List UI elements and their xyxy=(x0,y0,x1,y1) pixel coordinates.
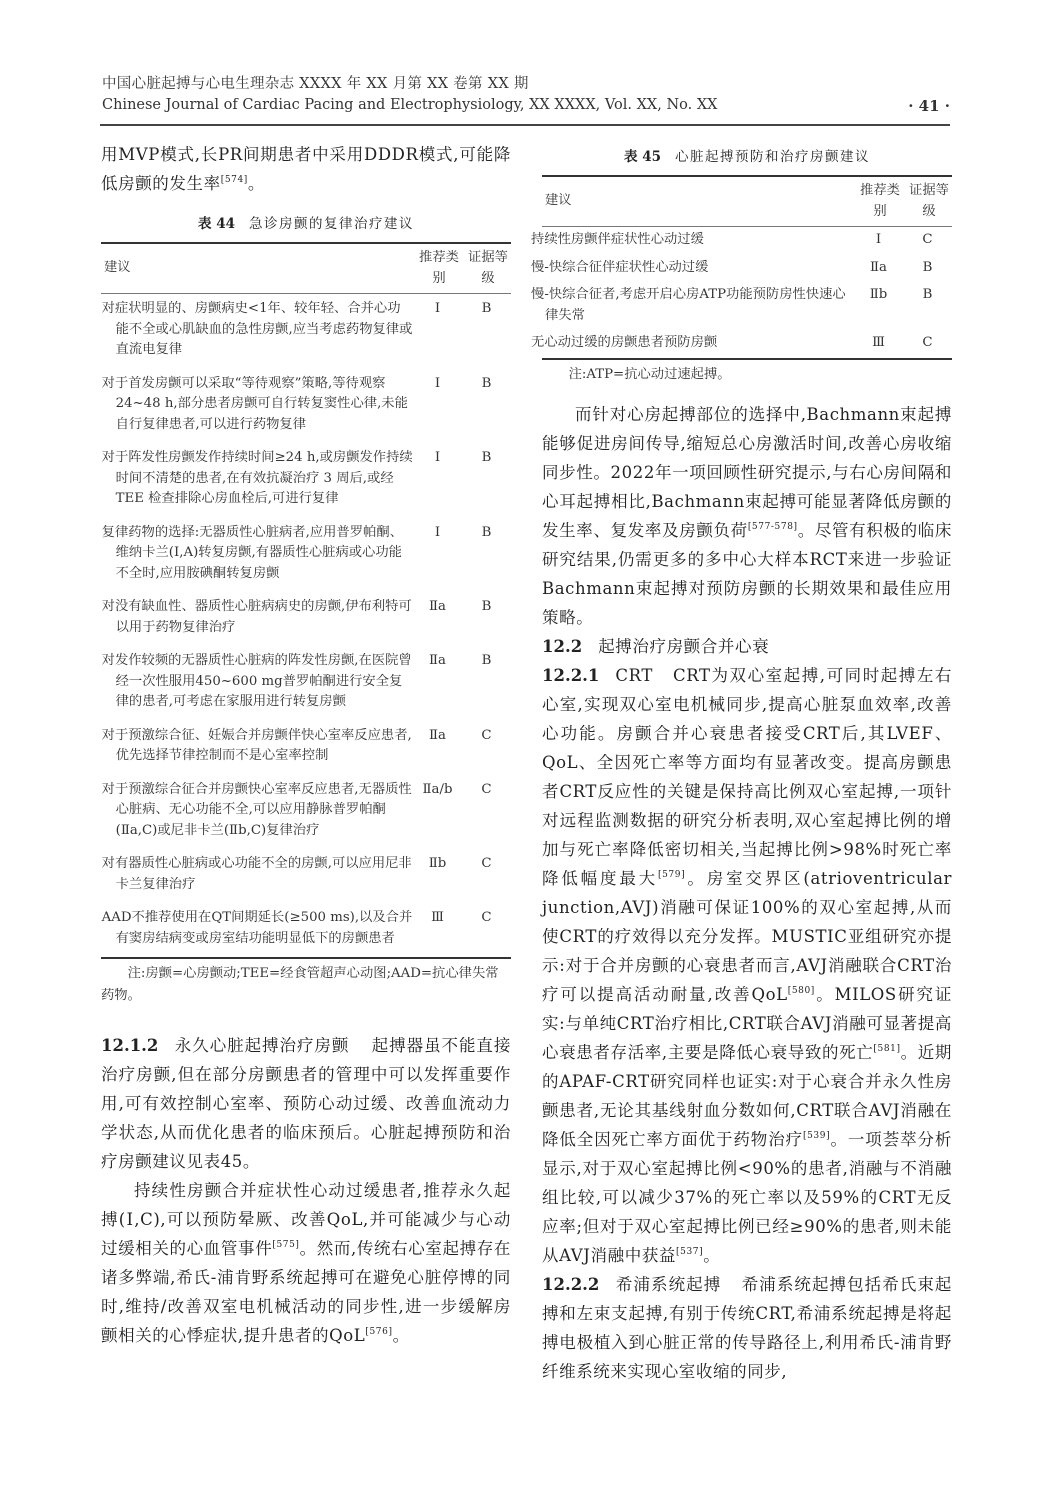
intro-text: 用MVP模式,长PR间期患者中采用DDDR模式,可能降低房颤的发生率 xyxy=(101,145,511,193)
citation[interactable]: [579] xyxy=(658,869,686,880)
text: 。MILOS研究证实:与单纯CRT治疗相比,CRT联合AVJ消融可显著提高心衰患者存活率,主要是降低心衰导致的死亡 xyxy=(542,984,952,1062)
evidence-cell: C xyxy=(481,727,492,743)
text: 。近期的APAF-CRT研究同样也证实:对于心衰合并永久性房颤患者,无论其基线射血分数如何,CRT联合AVJ消融在降低全因死亡率方面优于药物治疗 xyxy=(542,1042,952,1149)
section-12-2-2 xyxy=(542,1270,952,1386)
col-header-evidence: 证据等级 xyxy=(909,183,949,219)
evidence-cell: C xyxy=(922,335,933,350)
section-title: 永久心脏起搏治疗房颤 xyxy=(174,1036,350,1055)
evidence-cell: B xyxy=(922,287,933,302)
section-12-2-1 xyxy=(542,661,952,1270)
evidence-cell: B xyxy=(481,450,492,465)
left-column xyxy=(101,140,511,1350)
evidence-cell: C xyxy=(481,781,492,797)
table-row xyxy=(101,646,511,721)
table-row xyxy=(542,330,952,359)
table44-title: 急诊房颤的复律治疗建议 xyxy=(249,216,414,232)
table-row xyxy=(101,849,511,903)
recommendation-cell: 无心动过缓的房颤患者预防房颤 xyxy=(531,335,718,350)
section-title: 起搏治疗房颤合并心衰 xyxy=(598,636,770,656)
table-row xyxy=(542,255,952,283)
section-number: 12.2 xyxy=(542,636,583,656)
table45-title: 心脏起搏预防和治疗房颤建议 xyxy=(675,149,870,165)
recommendation-cell: 对于首发房颤可以采取“等待观察”策略,等待观察 24~48 h,部分患者房颤可自行转复窦性心律,未能自行复律患者,可以进行药物复律 xyxy=(101,375,408,432)
text: 希浦系统起搏包括希氏束起搏和左束支起搏,有别于传统CRT,希浦系统起搏是将起搏电极植入到心脏正常的传导路径上,利用希氏-浦肯野纤维系统来实现心室收缩的同步, xyxy=(542,1274,953,1381)
col-header-recommendation: 建议 xyxy=(104,260,131,276)
evidence-cell: B xyxy=(481,375,492,391)
table44-note: 注:房颤=心房颤动;TEE=经食管超声心动图;AAD=抗心律失常药物。 xyxy=(101,966,499,1003)
recommendation-cell: 对于阵发性房颤发作持续时间≥24 h,或房颤发作持续时间不清楚的患者,在有效抗凝治疗 3 周后,或经 TEE 检查排除心房血栓后,可进行复律 xyxy=(101,450,413,506)
recommendation-cell: 对于预激综合征合并房颤快心室率反应患者,无器质性心脏病、无心功能不全,可以应用静脉普罗帕酮(Ⅱa,C)或尼非卡兰(Ⅱb,C)复律治疗 xyxy=(101,781,412,838)
section-number: 12.2.2 xyxy=(542,1274,600,1294)
class-cell: Ⅱb xyxy=(869,287,888,302)
text: CRT为双心室起搏,可同时起搏左右心室,实现双心室电机械同步,提高心脏泵血效率,改善心功能。房颤合并心衰患者接受CRT后,其LVEF、QoL、全因死亡率等方面均有显著改变。提高房颤患者CRT反应性的关键是保持高比例双心室起搏,一项针对远程监测数据的研究分析表明,双心室起搏比例的增加与死亡率降低密切相关,当起搏比例>98%时死亡率降低幅度最大 xyxy=(542,665,952,888)
header-rule xyxy=(100,124,950,126)
text: 。尽管有积极的临床研究结果,仍需更多的多中心大样本RCT来进一步验证Bachmann束起搏对预防房颤的长期效果和最佳应用策略。 xyxy=(542,520,952,627)
right-column xyxy=(531,135,953,1386)
text: 。 xyxy=(703,1245,721,1265)
table-row xyxy=(101,443,511,518)
journal-header-english: Chinese Journal of Cardiac Pacing and Electrophysiology, XX XXXX, Vol. XX, No. XX xyxy=(102,97,718,113)
class-cell: Ⅱa xyxy=(870,259,887,275)
table-row xyxy=(101,903,511,958)
class-cell: Ⅲ xyxy=(872,335,885,350)
recommendation-cell: 对发作较频的无器质性心脏病的阵发性房颤,在医院曾经一次性服用450~600 mg普罗帕酮进行安全复律的患者,可考虑在家服用进行转复房颤 xyxy=(101,653,412,709)
section-12-1-2 xyxy=(101,1031,511,1176)
table44 xyxy=(101,242,511,959)
evidence-cell: B xyxy=(481,653,492,668)
recommendation-cell: 慢-快综合征伴症状性心动过缓 xyxy=(531,259,709,275)
table45-caption xyxy=(542,145,952,165)
section-number: 12.2.1 xyxy=(542,665,600,685)
table-row xyxy=(101,775,511,850)
recommendation-cell: 对于预激综合征、妊娠合并房颤伴快心室率反应患者,优先选择节律控制而不是心室率控制 xyxy=(101,727,412,763)
evidence-cell: B xyxy=(481,599,492,614)
class-cell: Ⅰ xyxy=(434,524,441,540)
text: 持续性房颤合并症状性心动过缓患者,推荐永久起搏(Ⅰ,C),可以预防晕厥、改善QoL,并可能减少与心动过缓相关的心血管事件 xyxy=(101,1181,511,1258)
class-cell: Ⅰ xyxy=(875,232,882,247)
class-cell: Ⅲ xyxy=(431,910,444,925)
citation[interactable]: [539] xyxy=(803,1130,831,1141)
text: 而针对心房起搏部位的选择中,Bachmann束起搏能够促进房间传导,缩短总心房激活时间,改善心房收缩同步性。2022年一项回顾性研究提示,与右心房间隔和心耳起搏相比,Bachmann束起搏可能显著降低房颤的发生率、复发率及房颤负荷 xyxy=(542,404,952,540)
class-cell: Ⅱa xyxy=(429,653,446,668)
section-title: 希浦系统起搏 xyxy=(615,1274,722,1294)
recommendation-cell: 对症状明显的、房颤病史<1年、较年轻、合并心功能不全或心肌缺血的急性房颤,应当考虑药物复律或直流电复律 xyxy=(101,301,413,357)
recommendation-cell: 对没有缺血性、器质性心脏病病史的房颤,伊布利特可以用于药物复律治疗 xyxy=(101,599,412,635)
col-header-recommendation: 建议 xyxy=(545,193,572,209)
text: 。然而,传统右心室起搏存在诸多弊端,希氏-浦肯野系统起搏可在避免心脏停博的同时,维持/改善双室电机械活动的同步性,进一步缓解房颤相关的心悸症状,提升患者的QoL xyxy=(101,1239,511,1345)
table45-note: 注:ATP=抗心动过速起搏。 xyxy=(568,366,731,382)
recommendation-cell: 复律药物的选择:无器质性心脏病者,应用普罗帕酮、维纳卡兰(Ⅰ,A)转复房颤,有器质性心脏病或心功能不全时,应用胺碘酮转复房颤 xyxy=(101,524,403,581)
intro-paragraph xyxy=(101,140,511,198)
class-cell: Ⅱb xyxy=(428,856,447,871)
section-text: 起搏器虽不能直接治疗房颤,但在部分房颤患者的管理中可以发挥重要作用,可有效控制心室率、预防心动过缓、改善血流动力学状态,从而优化患者的临床预后。心脏起搏预防和治疗房颤建议见表45。 xyxy=(101,1036,511,1171)
table-row xyxy=(542,282,952,330)
section-12-2 xyxy=(542,632,952,661)
evidence-cell: B xyxy=(481,301,492,316)
citation[interactable]: [580] xyxy=(787,985,815,996)
evidence-cell: C xyxy=(481,910,492,925)
citation[interactable]: [581] xyxy=(873,1043,901,1054)
evidence-cell: B xyxy=(481,524,492,540)
citation[interactable]: [575] xyxy=(272,1240,300,1250)
intro-end: 。 xyxy=(247,174,266,193)
journal-header-chinese: 中国心脏起搏与心电生理杂志 XXXX 年 XX 月第 XX 卷第 XX 期 xyxy=(102,76,529,92)
text: 。房室交界区(atrioventricular junction,AVJ)消融可保证100%的双心室起搏,从而使CRT的疗效得以充分发挥。MUSTIC亚组研究亦提示:对于合并房颤的心衰患者而言,AVJ消融联合CRT治疗可以提高活动耐量,改善QoL xyxy=(542,868,952,1004)
table45-label: 表 45 xyxy=(624,149,661,165)
col-header-class: 推荐类别 xyxy=(860,183,900,219)
recommendation-cell: 持续性房颤伴症状性心动过缓 xyxy=(531,232,704,247)
table44-header-row xyxy=(101,243,511,294)
evidence-cell: B xyxy=(922,259,933,275)
class-cell: Ⅰ xyxy=(434,301,441,316)
citation[interactable]: [577-578] xyxy=(747,521,798,532)
recommendation-cell: AAD不推荐使用在QT间期延长(≥500 ms),以及合并有窦房结病变或房室结功能明显低下的房颤患者 xyxy=(101,910,413,946)
page-number: · 41 · xyxy=(908,97,950,115)
evidence-cell: C xyxy=(481,856,492,871)
table44-label: 表 44 xyxy=(198,216,235,232)
table45 xyxy=(531,175,952,360)
class-cell: Ⅱa xyxy=(429,599,446,614)
table-row xyxy=(101,294,511,369)
evidence-cell: C xyxy=(922,232,933,247)
table-row xyxy=(101,721,511,775)
class-cell: Ⅰ xyxy=(434,450,441,465)
table-row xyxy=(101,592,511,646)
paragraph-bachmann xyxy=(542,400,952,632)
citation[interactable]: [576] xyxy=(365,1327,393,1337)
section-number: 12.1.2 xyxy=(101,1036,159,1055)
section-title: CRT xyxy=(615,665,653,685)
text: 。一项荟萃分析显示,对于双心室起搏比例<90%的患者,消融与不消融组比较,可以减少37%的死亡率以及59%的CRT无反应率;但对于双心室起搏比例已经≥90%的患者,则未能从AVJ消融中获益 xyxy=(542,1129,953,1265)
table44-caption xyxy=(101,212,511,232)
table45-header-row xyxy=(542,176,952,227)
table-row xyxy=(101,369,511,444)
col-header-class: 推荐类别 xyxy=(419,250,459,286)
recommendation-cell: 对有器质性心脏病或心功能不全的房颤,可以应用尼非卡兰复律治疗 xyxy=(101,856,412,892)
recommendation-cell: 慢-快综合征者,考虑开启心房ATP功能预防房性快速心律失常 xyxy=(531,287,846,323)
citation[interactable]: [574] xyxy=(220,175,248,185)
table-row xyxy=(542,227,952,255)
class-cell: Ⅰ xyxy=(434,375,441,391)
citation[interactable]: [537] xyxy=(676,1246,704,1257)
col-header-evidence: 证据等级 xyxy=(468,250,508,286)
text: 。 xyxy=(392,1326,410,1345)
table-row xyxy=(101,518,511,593)
paragraph-pacing xyxy=(101,1176,511,1350)
class-cell: Ⅱa xyxy=(429,727,446,743)
class-cell: Ⅱa/b xyxy=(422,781,453,797)
